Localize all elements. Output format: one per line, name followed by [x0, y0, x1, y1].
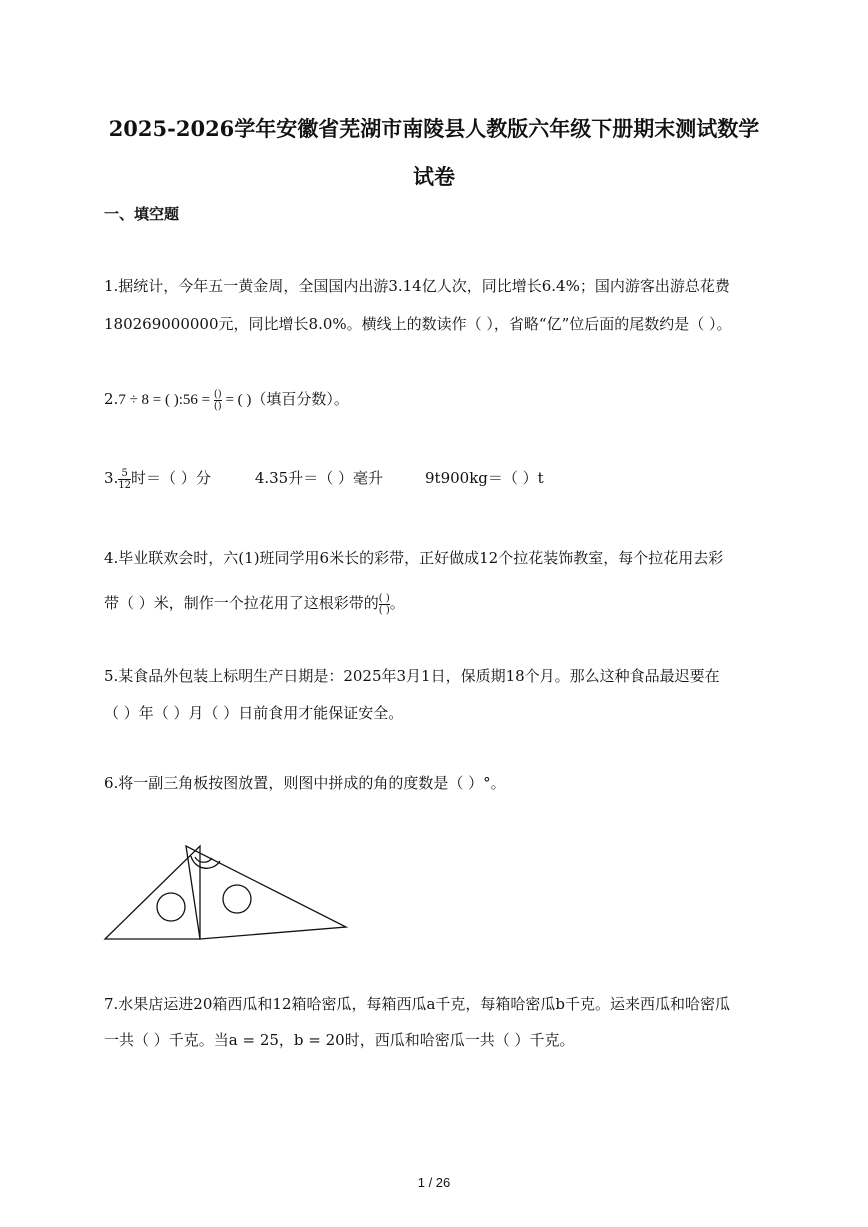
fraction-numerator: ( ): [378, 592, 390, 604]
question-2-number: 2.: [104, 390, 119, 408]
question-3-part1: 时＝（ ）分: [131, 469, 211, 487]
fraction-numerator: 5: [121, 467, 128, 479]
question-4-end: 。: [389, 594, 405, 612]
fraction-denominator: (): [213, 400, 222, 412]
question-7-line1: 7.水果店运进20箱西瓜和12箱哈密瓜，每箱西瓜a千克，每箱哈密瓜b千克。运来西瓜和哈密瓜: [104, 995, 731, 1013]
question-2-expression: 7 ÷ 8 = ( ):56 =: [118, 392, 214, 408]
question-6: 6.将一副三角板按图放置，则图中拼成的角的度数是（ ）°。: [104, 774, 506, 792]
question-1-line2: 180269000000元，同比增长8.0%。横线上的数读作（ ），省略“亿”位后面的尾数约是（ ）。: [104, 315, 732, 333]
right-ruler-hole: [223, 885, 251, 913]
question-5-line2: （ ）年（ ）月（ ）日前食用才能保证安全。: [104, 704, 404, 722]
page-number: 1 / 26: [417, 1175, 451, 1190]
question-3-fraction: [118, 468, 131, 491]
question-3-part3: 9t900kg＝（ ）t: [425, 469, 544, 487]
question-7-line2: 一共（ ）千克。当a = 25，b = 20时，西瓜和哈密瓜一共（ ）千克。: [104, 1031, 575, 1049]
triangle-rulers-figure: [100, 838, 352, 944]
left-ruler-hole: [157, 893, 185, 921]
question-4-fraction: [379, 593, 390, 616]
section-heading: 一、填空题: [104, 205, 180, 223]
question-4-text: 带（ ）米，制作一个拉花用了这根彩带的: [104, 594, 379, 612]
question-3: [104, 467, 544, 491]
document-title-line1: 2025-2026学年安徽省芜湖市南陵县人教版六年级下册期末测试数学: [108, 116, 760, 141]
document-title-line2: 试卷: [413, 164, 455, 189]
question-3-number: 3.: [104, 469, 119, 487]
question-4-line1: 4.毕业联欢会时，六(1)班同学用6米长的彩带，正好做成12个拉花装饰教室，每个拉花用去彩: [104, 549, 724, 567]
question-1-line1: 1.据统计，今年五一黄金周，全国国内出游3.14亿人次，同比增长6.4%；国内游客出游总花费: [104, 277, 730, 295]
left-triangle-ruler: [105, 846, 200, 939]
question-2-fraction: [214, 389, 222, 412]
fraction-numerator: (): [213, 388, 222, 400]
question-2: [104, 388, 349, 412]
fraction-denominator: 12: [118, 479, 132, 491]
question-2-expression-end: = ( ): [221, 392, 252, 408]
question-5-line1: 5.某食品外包装上标明生产日期是：2025年3月1日，保质期18个月。那么这种食品最迟要在: [104, 667, 720, 685]
fraction-denominator: ( ): [378, 604, 390, 616]
question-3-part2: 4.35升＝（ ）毫升: [254, 469, 383, 487]
question-4-line2: [104, 592, 405, 616]
question-2-suffix: （填百分数）。: [251, 390, 349, 408]
